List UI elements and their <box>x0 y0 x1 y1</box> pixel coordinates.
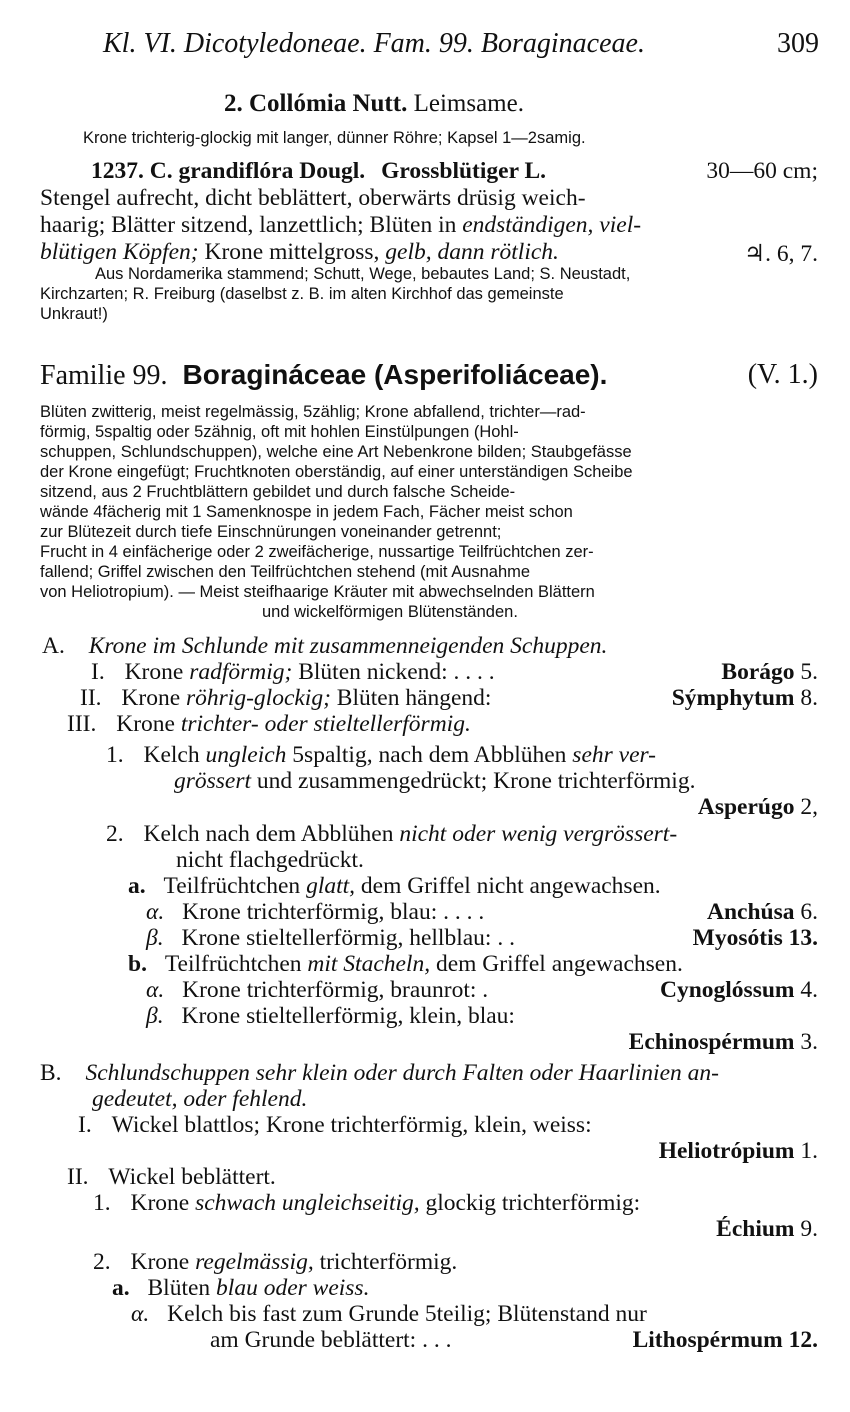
key-result-anchusa: Anchúsa 6. <box>706 899 818 925</box>
key-result-myosotis: Myosótis 13. <box>692 925 818 951</box>
family-description-line: von Heliotropium). — Meist steifhaarige Kräuter mit abwechselnden Blättern <box>40 583 595 601</box>
family-description-line: und wickelförmigen Blütenständen. <box>262 603 518 621</box>
genus-name: Asperúgo <box>697 794 795 820</box>
key-entry-A-III-2-cont: nicht flachgedrückt. <box>176 847 364 873</box>
genus-name: Cynoglóssum <box>659 977 795 1003</box>
genus-name: Collómia <box>249 90 347 117</box>
key-entry-B-cont: gedeutet, oder fehlend. <box>92 1086 308 1112</box>
family-description-line: fallend; Griffel zwischen den Teilfrüchtchen stehend (mit Ausnahme <box>40 563 531 581</box>
key-entry-b-beta: β. Krone stieltellerförmig, klein, blau: <box>146 1003 515 1029</box>
species-description-line: Stengel aufrecht, dicht beblättert, oberwärts drüsig weich- <box>40 185 586 211</box>
family-description-line: sitzend, aus 2 Fruchtblättern gebildet und durch falsche Scheide- <box>40 483 516 501</box>
genus-heading-collomia: 2. Collómia Nutt. Leimsame. <box>224 90 524 117</box>
key-result-cynoglossum: Cynoglóssum 4. <box>659 977 818 1003</box>
species-size: 30—60 cm; <box>706 158 818 184</box>
family-description-line: Frucht in 4 einfächerige oder 2 zweifächerige, nussartige Teilfrüchtchen zer- <box>40 543 594 561</box>
species-description-line: haarig; Blätter sitzend, lanzettlich; Blüten in endständigen, viel- <box>40 212 642 238</box>
key-entry-A-III-2: 2. Kelch nach dem Abblühen nicht oder wenig vergrössert- <box>106 821 678 847</box>
genus-name: Myosótis <box>692 925 783 951</box>
key-result-lithospermum: Lithospérmum 12. <box>632 1327 818 1353</box>
family-system: (V. 1.) <box>747 359 818 390</box>
species-heading: 1237. C. grandiflóra Dougl. Grossblütiger L. <box>91 158 547 184</box>
family-name: Boragináceae (Asperifoliáceae). <box>182 359 608 390</box>
species-common-name: Grossblütiger L. <box>381 158 547 184</box>
key-result-heliotropium: Heliotrópium 1. <box>658 1138 818 1164</box>
key-entry-a-beta: β. Krone stieltellerförmig, hellblau: . . <box>146 925 515 951</box>
key-entry-B-II: II. Wickel beblättert. <box>67 1164 276 1190</box>
distribution-note: Unkraut!) <box>40 305 108 323</box>
key-entry-A: A. Krone im Schlunde mit zusammenneigenden Schuppen. <box>42 633 608 659</box>
family-description-line: förmig, 5spaltig oder 5zähnig, oft mit hohlen Einstülpungen (Hohl- <box>40 423 519 441</box>
key-entry-a-alpha: α. Krone trichterförmig, blau: . . . . <box>146 899 485 925</box>
family-description-line: wände 4fächerig mit 1 Samenknospe in jedem Fach, Fächer meist schon <box>40 503 573 521</box>
key-entry-B-II-2-a: a. Blüten blau oder weiss. <box>112 1275 370 1301</box>
page-number: 309 <box>777 28 819 59</box>
family-description-line: zur Blütezeit durch tiefe Einschnürungen voneinander getrennt; <box>40 523 502 541</box>
key-entry-B-II-1: 1. Krone schwach ungleichseitig, glockig trichterförmig: <box>93 1190 641 1216</box>
key-entry-A-II: II. Krone röhrig-glockig; Blüten hängend: <box>80 685 492 711</box>
key-entry-a: a. Teilfrüchtchen glatt, dem Griffel nicht angewachsen. <box>128 873 661 899</box>
genus-author: Nutt. <box>352 90 408 117</box>
key-entry-B-II-2: 2. Krone regelmässig, trichterförmig. <box>93 1249 458 1275</box>
key-entry-A-I: I. Krone radförmig; Blüten nickend: . . . . <box>91 659 495 685</box>
key-entry-B-II-2-a-alpha: α. Kelch bis fast zum Grunde 5teilig; Blütenstand nur <box>131 1301 647 1327</box>
genus-name: Lithospérmum <box>632 1327 783 1353</box>
distribution-note: Aus Nordamerika stammend; Schutt, Wege, bebautes Land; S. Neustadt, <box>95 265 631 283</box>
family-label: Familie 99. <box>40 360 168 391</box>
genus-name: Borágo <box>721 659 795 685</box>
genus-name: Échium <box>716 1216 795 1242</box>
genus-name: Sýmphytum <box>671 685 795 711</box>
key-result-asperugo: Asperúgo 2, <box>697 794 818 820</box>
key-entry-b: b. Teilfrüchtchen mit Stacheln, dem Griffel angewachsen. <box>128 951 683 977</box>
running-head-title: Kl. VI. Dicotyledoneae. Fam. 99. Boraginaceae. <box>103 28 645 59</box>
key-result-echium: Échium 9. <box>716 1216 818 1242</box>
key-entry-B-I: I. Wickel blattlos; Krone trichterförmig, klein, weiss: <box>78 1112 592 1138</box>
family-description-line: schuppen, Schlundschuppen), welche eine Art Nebenkrone bilden; Staubgefässe <box>40 443 632 461</box>
key-entry-A-III-1-cont: grössert und zusammengedrückt; Krone trichterförmig. <box>174 768 696 794</box>
key-result-borago: Borágo 5. <box>721 659 818 685</box>
flowering-months: ♃. 6, 7. <box>744 241 818 267</box>
distribution-note: Kirchzarten; R. Freiburg (daselbst z. B. im alten Kirchhof das gemeinste <box>40 285 564 303</box>
running-head <box>103 28 819 60</box>
key-entry-A-III: III. Krone trichter- oder stieltellerförmig. <box>67 711 471 737</box>
key-result-symphytum: Sýmphytum 8. <box>671 685 818 711</box>
genus-name: Echinospérmum <box>628 1029 795 1055</box>
family-heading <box>40 359 607 392</box>
genus-description: Krone trichterig-glockig mit langer, dünner Röhre; Kapsel 1—2samig. <box>83 129 586 147</box>
family-description-line: Blüten zwitterig, meist regelmässig, 5zählig; Krone abfallend, trichter—rad- <box>40 403 586 421</box>
key-result-echinospermum: Echinospérmum 3. <box>628 1029 818 1055</box>
key-entry-B: B. Schlundschuppen sehr klein oder durch Falten oder Haarlinien an- <box>40 1060 719 1086</box>
genus-name: Heliotrópium <box>658 1138 795 1164</box>
key-entry-B-II-2-a-alpha-cont: am Grunde beblättert: . . . <box>210 1327 452 1353</box>
genus-name: Anchúsa <box>706 899 795 925</box>
genus-common-name: Leimsame. <box>413 90 524 117</box>
family-description-line: der Krone eingefügt; Fruchtknoten oberständig, auf einer unterständigen Scheibe <box>40 463 633 481</box>
species-description-line: blütigen Köpfen; Krone mittelgross, gelb, dann rötlich. <box>40 239 559 265</box>
species-name: C. grandiflóra Dougl. <box>149 158 366 184</box>
key-entry-A-III-1: 1. Kelch ungleich 5spaltig, nach dem Abblühen sehr ver- <box>106 742 657 768</box>
key-entry-b-alpha: α. Krone trichterförmig, braunrot: . <box>146 977 489 1003</box>
